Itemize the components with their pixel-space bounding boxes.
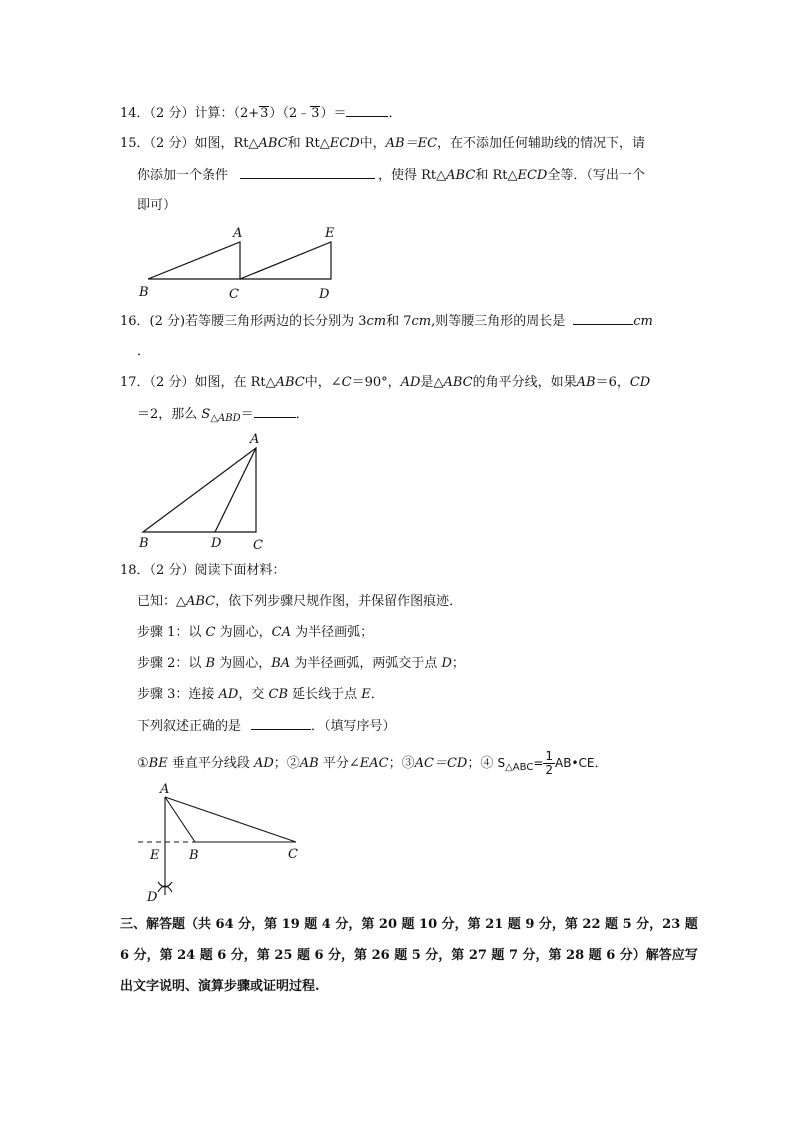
text-fragment: 和 Rt△ (287, 136, 330, 151)
text-fragment: 平分∠ (318, 756, 360, 771)
text-fragment: ；④ (467, 756, 498, 771)
text-fragment: AD (253, 756, 274, 771)
label-C: C (253, 538, 263, 553)
label-D: D (319, 287, 330, 302)
text-fragment: 为圆心， (215, 625, 272, 640)
text-fragment: cm (411, 314, 432, 329)
text-fragment: 延长线于点 (288, 687, 362, 702)
text-fragment: S (201, 407, 211, 422)
label-D: D (147, 890, 158, 905)
text-fragment: C (205, 625, 216, 640)
text-fragment: △ABD (210, 413, 241, 424)
text-fragment: ，依下列步骤尺规作图，并保留作图痕迹． (215, 594, 463, 609)
text-fragment: ABC (275, 375, 305, 390)
section-3-line-3: 出文字说明、演算步骤或证明过程. (120, 979, 320, 994)
text-fragment: 步骤 1：以 (137, 625, 206, 640)
question-18-options: ①BE 垂直平分线段 AD；②AB 平分∠EAC；③AC＝CD；④ $S_{\triangle ABC}=$ $\frac{1}{2}$ AB•CE． (137, 749, 608, 777)
text-fragment: E (361, 687, 371, 702)
section-3-line-1: 三、解答题（共 64 分，第 19 题 4 分，第 20 题 10 分，第 21 题 9 分，第 22 题 5 分，23 题 (120, 917, 698, 932)
text-fragment: 1 (545, 749, 554, 763)
text-fragment: C (341, 375, 352, 390)
text-fragment: ；② (273, 756, 300, 771)
label-B: B (189, 848, 199, 863)
text-fragment: 和 Rt△ (475, 168, 518, 183)
text-fragment: ABC (443, 375, 473, 390)
text-fragment: S (497, 756, 506, 770)
text-fragment: （2 分）计算：（2+ (149, 106, 260, 121)
text-fragment: AB (299, 756, 319, 771)
text-fragment: ；③ (388, 756, 415, 771)
text-fragment: 中， (359, 136, 386, 151)
text-fragment: 垂直平分线段 (167, 756, 254, 771)
text-fragment: ＝6， (595, 375, 630, 390)
text-fragment: ．（填写序号） (311, 719, 396, 734)
label-E: E (150, 848, 160, 863)
question-16-dot: ． (137, 344, 151, 359)
text-fragment: ，交 (238, 687, 269, 702)
segment-ab (165, 797, 195, 842)
question-15-line-3: 即可） (137, 198, 177, 213)
text-fragment: ABC (186, 594, 216, 609)
text-fragment: 中，∠ (304, 375, 342, 390)
label-A: A (250, 432, 260, 447)
text-fragment: ； (451, 656, 465, 671)
label-D: D (211, 536, 222, 551)
text-fragment: ＝2，那么 (137, 407, 202, 422)
segment-ac (165, 797, 296, 842)
text-fragment: 的角平分线，如果 (472, 375, 577, 390)
text-fragment: BE (148, 756, 168, 771)
section-3-line-2: 6 分，第 24 题 6 分，第 25 题 6 分，第 26 题 5 分，第 27 题 7 分，第 28 题 6 分）解答应写 (120, 948, 698, 963)
text-fragment: ． (370, 687, 384, 702)
text-fragment: 16．(2 分)若等腰三角形两边的长分别为 3 (120, 314, 367, 329)
question-18-line-1: 18．（2 分）阅读下面材料： (120, 563, 286, 578)
text-fragment: ，使得 Rt△ (378, 168, 447, 183)
text-fragment: ECD (329, 136, 360, 151)
text-fragment: 下列叙述正确的是 (137, 719, 242, 734)
text-fragment: ，在不添加任何辅助线的情况下，请 (437, 136, 646, 151)
sqrt-3: 3 (260, 106, 269, 121)
label-C: C (229, 287, 239, 302)
text-fragment: cm (633, 314, 653, 329)
text-fragment: AB (576, 375, 596, 390)
text-fragment: = (533, 756, 544, 770)
text-fragment: ECD (517, 168, 548, 183)
text-fragment: ＝ (240, 407, 254, 422)
text-fragment: 步骤 3：连接 (137, 687, 219, 702)
text-fragment: ABC (258, 136, 288, 151)
text-fragment: ． (388, 106, 402, 121)
text-fragment: CD (629, 375, 651, 390)
text-fragment: AB•CE (555, 756, 595, 770)
text-fragment: ＝90°， (351, 375, 401, 390)
text-fragment: EAC (359, 756, 389, 771)
text-fragment: 为半径画弧； (290, 625, 374, 640)
text-fragment: ,则等腰三角形的周长是 (431, 314, 566, 329)
text-fragment: AD (218, 687, 239, 702)
text-fragment: B (205, 656, 216, 671)
text-fragment: 已知：△ (137, 594, 186, 609)
label-E: E (325, 226, 335, 241)
text-fragment: 是△ (420, 375, 444, 390)
text-fragment: 17．（2 分）如图，在 Rt△ (120, 375, 276, 390)
text-fragment: cm (366, 314, 387, 329)
sqrt-3: 3 (311, 106, 320, 121)
text-fragment: 为圆心， (215, 656, 272, 671)
text-fragment: ① (137, 756, 149, 771)
text-fragment: AB＝EC (385, 136, 438, 151)
text-fragment: CB (268, 687, 288, 702)
text-fragment: 15．（2 分）如图，Rt△ (120, 136, 259, 151)
text-fragment: △ABC (505, 762, 534, 773)
text-fragment: ABC (446, 168, 476, 183)
text-fragment: CA (271, 625, 291, 640)
text-fragment: AD (400, 375, 421, 390)
label-B: B (139, 285, 149, 300)
text-fragment: BA (271, 656, 291, 671)
text-fragment: 2 (545, 763, 554, 777)
text-fragment: ）（2﹣ (269, 106, 311, 121)
label-A: A (233, 226, 243, 241)
text-fragment: 你添加一个条件 (137, 168, 229, 183)
text-fragment: ）＝ (320, 106, 347, 121)
label-B: B (139, 536, 149, 551)
text-fragment: D (441, 656, 452, 671)
text-fragment: 和 7 (386, 314, 412, 329)
text-fragment: 步骤 2：以 (137, 656, 206, 671)
text-fragment: 14． (120, 106, 150, 121)
text-fragment: 全等．（写出一个 (547, 168, 645, 183)
text-fragment: AC＝CD (414, 756, 468, 771)
text-fragment: 为半径画弧，两弧交于点 (290, 656, 442, 671)
label-C: C (288, 847, 298, 862)
label-A: A (160, 782, 170, 797)
text-fragment: ． (295, 407, 309, 422)
